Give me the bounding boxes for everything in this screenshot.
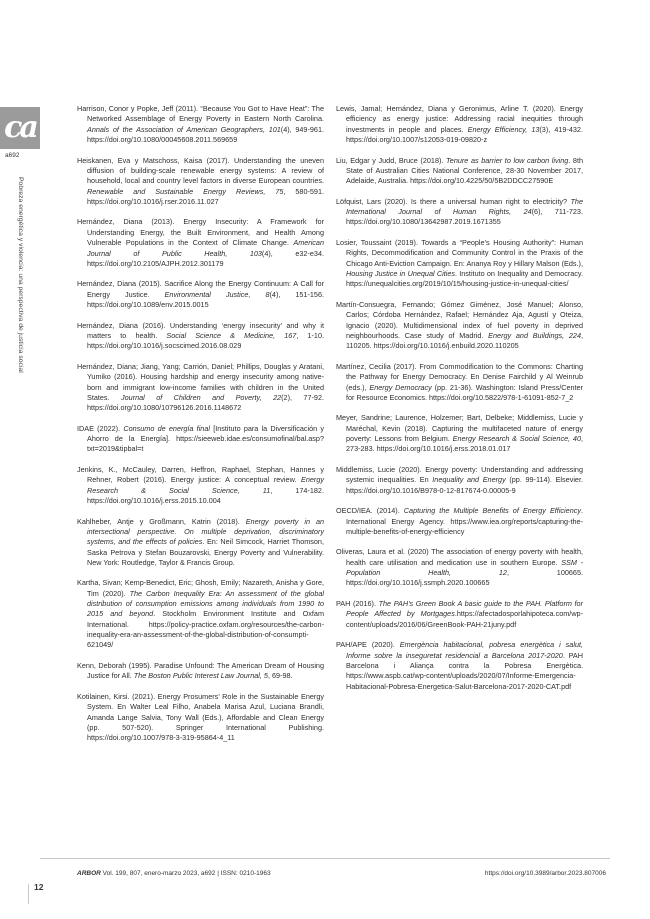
reference-text: Kartha, Sivan; Kemp-Benedict, Eric; Ghosh, Emily; Nazareth, Anisha y Gore, Tim (2020).: [77, 578, 324, 598]
reference-entry: [336, 104, 583, 145]
reference-italic-text: Journal of Children and Poverty, 22: [121, 392, 282, 402]
reference-italic-text: Consumo de energía final: [123, 423, 210, 433]
reference-entry: [336, 640, 583, 692]
reference-text: (3), 419-432. https://doi.org/10.1007/s12053-019-09820-z: [346, 124, 583, 145]
running-title: [0, 177, 40, 597]
reference-italic-text: Renewable and Sustainable Energy Reviews, 75: [87, 186, 284, 196]
reference-text: (pp. 21-36). Washington: Island Press/Center for Resource Economics. https://doi.org/10.5822/978-1-61091-852-7_2: [346, 382, 583, 402]
reference-text: [Instituto para la Diversificación y Ahorro de la Energía]. https://sieeweb.idae.es/consumofinal/bal.asp?txt=2019&tipbal=t: [87, 423, 324, 454]
reference-text: Hernández, Diana (2015). Sacrifice Along the Energy Continuum: A Call for Energy Justice.: [77, 279, 324, 299]
reference-italic-text: Social Science & Medicine, 167: [166, 330, 297, 340]
reference-text: , 580-591. https://doi.org/10.1016/j.rser.2016.11.027: [87, 186, 324, 206]
reference-text: (pp. 99-114). Elsevier. https://doi.org/10.1016/B978-0-12-817674-0.00005-9: [346, 475, 583, 495]
reference-entry: [77, 156, 324, 208]
reference-italic-text: Capturing the Multiple Benefits of Energy Efficiency: [403, 506, 581, 516]
journal-details: Vol. 199, 807, enero-marzo 2023, a692 | ISSN: 0210-1963: [100, 870, 271, 877]
reference-italic-text: American Journal of Public Health, 103: [87, 238, 324, 258]
reference-entry: [77, 661, 324, 682]
reference-text: , 1-10. https://doi.org/10.1016/j.socscimed.2016.08.029: [87, 330, 325, 351]
reference-text: Kahlheber, Antje y Großmann, Katrin (2018).: [77, 516, 246, 526]
reference-text: Hernández, Diana (2016). Understanding ‘energy insecurity’ and why it matters to health.: [77, 320, 324, 340]
reference-entry: [77, 104, 324, 145]
reference-text: Martínez, Cecilia (2017). From Commodification to the Commons: Charting the Pathway for Energy Democracy. En Denise Fairchild y Al Weinrub (eds.),: [336, 361, 583, 392]
reference-italic-text: Environmental Justice, 8: [164, 289, 270, 299]
reference-text: Hernández, Diana (2013). Energy Insecurity: A Framework for Understanding Energy, the Built Environment, and Health Among Vulnerable Populations in the Context of Climate Change.: [77, 217, 324, 248]
reference-text: , 100665. https://doi.org/10.1016/j.ssmph.2020.100665: [346, 568, 583, 588]
reference-text: Martín-Consuegra, Fernando; Gómez Giménez, José Manuel; Alonso, Carlos; Córdoba Hernández, Rafael; Hernández Aja, Agustí y Oteiza, Ignacio (2020). Multidimensional index of fuel poverty in deprived neighbourhoods. Case study of Madrid.: [336, 299, 583, 340]
reference-text: . Instituto on Inequality and Democracy. https://unequalcities.org/2019/10/15/housing-justice-in-unequal-cities/: [346, 269, 584, 289]
reference-entry: [77, 321, 324, 352]
reference-text: Liu, Edgar y Judd, Bruce (2018).: [336, 155, 447, 165]
reference-text: Losier, Toussaint (2019). Towards a “People’s Housing Authority”: Human Rights, Decommodification and Community Control in the Praxis of the Chicago Anti-Eviction Campaign. En: Ananya Roy y Hillary Malson (Eds.),: [336, 238, 583, 268]
reference-text: PAH (2016).: [336, 598, 379, 608]
footer-citation: [77, 870, 271, 877]
running-title-text: Pobreza energética y violencia: una perspectiva de justicia social: [17, 177, 24, 373]
references-column-left: [77, 104, 324, 754]
reference-entry: [77, 279, 324, 310]
reference-text: (6), 711-723. https://doi.org/10.1080/13642987.2019.1671355: [346, 207, 583, 227]
reference-italic-text: Energy poverty in an intersectional perspective. On multiple deprivation, discriminatory systems, and the effects of policies: [87, 516, 325, 547]
reference-text: (2), 77-92. https://doi.org/10.1080/10796126.2016.1148672: [87, 392, 324, 413]
reference-text: , 110205. https://doi.org/10.1016/j.enbuild.2020.110205: [346, 330, 583, 351]
reference-text: Hernández, Diana; Jiang, Yang; Carrión, Daniel; Phillips, Douglas y Aratani, Yumiko (2016). Housing hardship and energy insecurity among native-born and immigrant low-income families with children in the United States.: [77, 361, 324, 402]
reference-italic-text: The PAH’s Green Book A basic guide to the PAH. Platform for People Affected by Mortgages: [346, 598, 583, 619]
reference-entry: [336, 156, 583, 187]
reference-entry: [336, 506, 583, 537]
reference-italic-text: Energy and Buildings, 224: [488, 330, 581, 340]
reference-text: Jenkins, K., McCauley, Darren, Heffron, Raphael, Stephan, Hannes y Rehner, Robert (2016). Energy justice: A conceptual review.: [77, 464, 324, 485]
reference-entry: [336, 197, 583, 228]
reference-italic-text: Inequality and Energy: [432, 475, 506, 485]
page-number: [28, 884, 55, 904]
reference-italic-text: Emergència habitacional, pobresa energètica i salut, Informe sobre la inseguretat residencial a Barcelona 2017-2020: [346, 640, 584, 660]
reference-entry: [77, 424, 324, 455]
reference-text: IDAE (2022).: [77, 423, 124, 433]
reference-text: Harrison, Conor y Popke, Jeff (2011). “Because You Got to Have Heat”: The Networked Assemblage of Energy Poverty in Eastern North Carolina.: [77, 104, 324, 124]
reference-italic-text: Energy Efficiency, 13: [467, 124, 540, 134]
reference-entry: [336, 362, 583, 403]
reference-entry: [77, 517, 324, 569]
article-id: a692: [5, 152, 20, 159]
reference-italic-text: The Boston Public Interest Law Journal, 5: [133, 671, 268, 681]
reference-entry: [336, 413, 583, 454]
reference-entry: [336, 547, 583, 588]
page-number-text: 12: [34, 882, 44, 892]
reference-italic-text: The Carbon Inequality Era: An assessment of the global distribution of consumption emissions among individuals from 1990 to 2015 and beyond: [87, 588, 324, 619]
reference-text: (4), e32-e34. https://doi.org/10.2105/AJPH.2012.301179: [87, 248, 324, 268]
footer-divider: [40, 858, 610, 859]
reference-text: Lewis, Jamal; Hernández, Diana y Geronimus, Arline T. (2020). Energy efficiency as energy justice: Addressing racial inequities through investments in people and places.: [336, 104, 583, 134]
reference-italic-text: Annals of the Association of American Geographers, 101: [87, 124, 281, 134]
reference-italic-text: Energy Research & Social Science, 40: [452, 434, 581, 444]
reference-italic-text: Tenure as barrier to low carbon living: [446, 155, 569, 165]
references-column-right: [336, 104, 583, 702]
journal-logo: [0, 107, 40, 149]
reference-text: Meyer, Sandrine; Laurence, Holzemer; Bart, Delbeke; Middlemiss, Lucie y Maréchal, Kevin (2018). Capturing the multifaceted nature of energy poverty: Lessons from Belgium.: [336, 413, 583, 444]
reference-text: . Stockholm Environment Institute and Oxfam International. https://policy-practice.oxfam.org/resources/the-carbon-inequality-era-an-assessment-of-the-global-distribution-of-consumpti-621049/: [87, 609, 325, 650]
journal-name: ARBOR: [77, 870, 101, 877]
reference-text: . En: Neil Simcock, Harriet Thomson, Saska Petrova y Stefan Bouzarovski, Energy Poverty and Vulnerability. New York: Routledge, Taylor & Francis Group.: [87, 537, 324, 567]
reference-entry: [77, 217, 324, 269]
reference-text: Löfquist, Lars (2020). Is there a universal human right to electricity?: [336, 196, 571, 206]
reference-text: (4), 151-156. https://doi.org/10.1089/env.2015.0015: [87, 289, 324, 310]
reference-italic-text: SSM - Population Health, 12: [346, 557, 583, 578]
reference-text: . 8th State of Australian Cities National Conference, 28-30 November 2017, Adelaide, Australia. https://doi.org/10.4225/50/5B2DDCC27590E: [346, 155, 583, 186]
reference-text: , 174-182. https://doi.org/10.1016/j.erss.2015.10.004: [87, 485, 324, 505]
reference-text: Kenn, Deborah (1995). Paradise Unfound: The American Dream of Housing Justice for All.: [77, 661, 324, 681]
logo-text: ca: [4, 110, 36, 145]
reference-entry: [336, 465, 583, 496]
reference-entry: [336, 300, 583, 352]
reference-text: PAH/APE (2020).: [336, 640, 400, 650]
reference-entry: [77, 362, 324, 414]
reference-italic-text: The International Journal of Human Rights, 24: [346, 196, 583, 217]
reference-entry: [336, 238, 583, 290]
reference-text: (4), 949-961. https://doi.org/10.1080/00045608.2011.569659: [87, 124, 324, 145]
reference-text: OECD/IEA. (2014).: [336, 506, 404, 516]
reference-entry: [77, 578, 324, 650]
reference-text: , 69-98.: [267, 671, 293, 681]
reference-entry: [77, 692, 324, 744]
reference-italic-text: Housing Justice in Unequal Cities: [346, 269, 455, 279]
reference-entry: [77, 465, 324, 506]
reference-entry: [336, 599, 583, 630]
reference-text: Heiskanen, Eva y Matschoss, Kaisa (2017). Understanding the uneven diffusion of building-scale renewable energy systems: A review of household, local and country level factors in diverse European countries.: [77, 155, 324, 186]
reference-italic-text: Energy Research & Social Science, 11: [87, 475, 324, 495]
footer-doi: https://doi.org/10.3989/arbor.2023.807006: [484, 870, 606, 877]
reference-text: , 273-283. https://doi.org/10.1016/j.erss.2018.01.017: [346, 434, 583, 454]
reference-italic-text: Energy Democracy: [369, 382, 432, 392]
reference-text: Kotilainen, Kirsi. (2021). Energy Prosumers’ Role in the Sustainable Energy System. En Walter Leal Filho, Anabela Marisa Azul, Luciana Brandli, Amanda Lange Salvia, Tony Wall (Eds.), Affordable and Clean Energy (pp. 507-520). Springer International Publishing. https://doi.org/10.1007/978-3-319-95864-4_11: [77, 691, 324, 743]
reference-text: Oliveras, Laura et al. (2020) The association of energy poverty with health, health care utilisation and medication use in southern Europe.: [336, 547, 583, 567]
reference-text: Middlemiss, Lucie (2020). Energy poverty: Understanding and addressing systemic inequalities. En: [336, 464, 583, 485]
reference-text: . PAH Barcelona i Aliança contra la Pobresa Energètica. https://www.aspb.cat/wp-content/uploads/2020/07/Informe-Emergencia-Habitacional-Pobresa-Energetica-Salut-Barcelona-2017-2020-CAT.pdf: [346, 650, 583, 691]
reference-text: . International Energy Agency. https://www.iea.org/reports/capturing-the-multiple-benefits-of-energy-efficiency: [346, 506, 583, 536]
reference-text: .https://afectadosporlahipoteca.com/wp-content/uploads/2016/06/GreenBook-PAH-21juny.pdf: [346, 609, 583, 629]
